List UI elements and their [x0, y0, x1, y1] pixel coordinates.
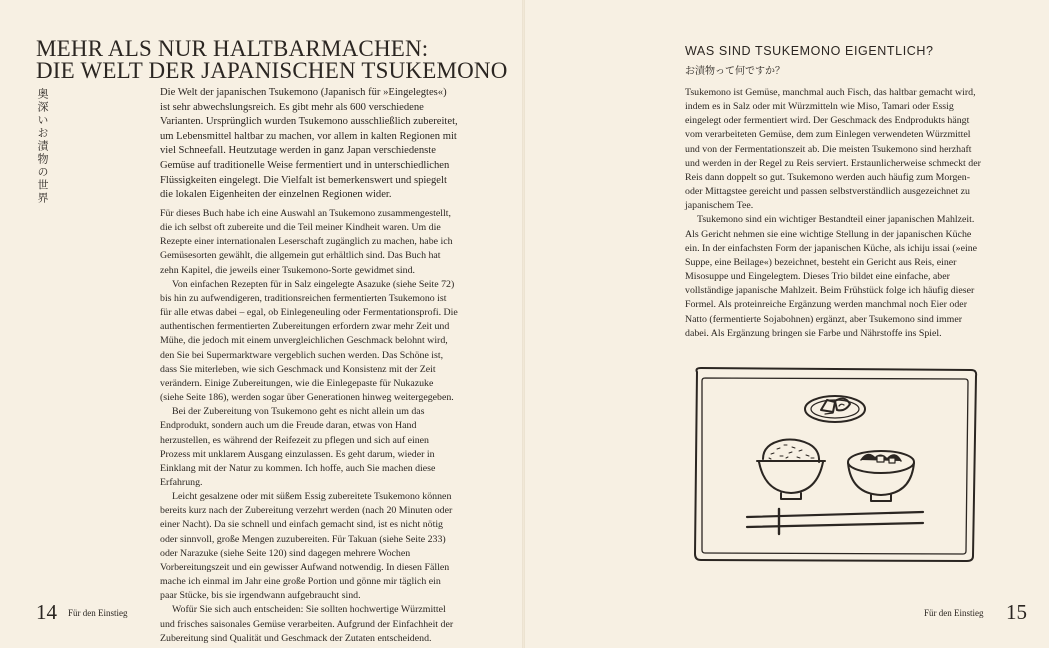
- running-foot-right: Für den Einstieg: [924, 608, 984, 618]
- japanese-vertical-title: 奥深いお漬物の世界: [36, 88, 49, 205]
- running-foot-left: Für den Einstieg: [68, 608, 128, 618]
- body-paragraph: Für dieses Buch habe ich eine Auswahl an Tsukemono zusammengestellt, die ich selbst oft zubereite und die Teil meiner Kindheit waren. Um die Rezepte einer internationalen Leserschaft zugänglich zu machen, habe ich Gemüsesorten gewählt, die allgemein gut erhältlich sind. Das Buch hat zehn Kapitel, die jeweils einer Tsukemono-Sorte gewidmet sind.: [160, 208, 453, 276]
- body-paragraph: Leicht gesalzene oder mit süßem Essig zubereitete Tsukemono können bereits kurz nach der Zubereitung verzehrt werden (nach 20 Minuten oder einer Nacht). Da sie schnell und einfach gemacht sind, ist es nicht nötig oder sinnvoll, große Mengen zuzubereiten. Für Takuan (siehe Seite 233) oder Narazuke (siehe Seite 120) sind dagegen mehrere Wochen Vorbereitungszeit und ein gewisser Aufwand notwendig. In diesen Fällen mache ich einmal im Jahr eine große Portion und gönne mir täglich ein paar Stücke, bis sie irgendwann aufgebraucht sind.: [160, 491, 453, 602]
- body-paragraph: Bei der Zubereitung von Tsukemono geht es nicht allein um das Endprodukt, sondern auch um die Freude daran, etwas von Hand herzustellen, es während der Reifezeit zu pflegen und sich auf einen Prozess mit unklarem Ausgang einzulassen. Es geht darum, wieder in Einklang mit der Natur zu kommen. Ich hoffe, auch Sie machen diese Erfahrung.: [160, 406, 436, 488]
- section-body: [685, 86, 983, 341]
- miso-soup-bowl-icon: [848, 451, 914, 501]
- page-title-line-2: DIE WELT DER JAPANISCHEN TSUKEMONO: [36, 58, 508, 83]
- intro-paragraph: [160, 86, 458, 203]
- body-paragraph: Tsukemono sind ein wichtiger Bestandteil einer japanischen Mahlzeit. Als Gericht nehmen sie eine wichtige Stellung in der japanischen Küche ein. In der einfachsten Form der japanischen Küche, als ichiju issai (»eine Suppe, eine Beilage«) bezeichnet, besteht ein Gericht aus Reis, einer Misosuppe und Eingelegtem. Dieses Trio bildet eine einfache, aber vollständige japanische Mahlzeit. Beim Frühstück folge ich häufig dieser Formel. Als proteinreiche Ergänzung werden manchmal noch Eier oder Natto (fermentierte Sojabohnen) ergänzt, aber Tsukemono sind immer dabei. Als Ergänzung bringen sie Farbe und Nährstoffe ins Spiel.: [685, 214, 978, 339]
- section-title-japanese: お漬物って何ですか？: [685, 66, 785, 77]
- rice-bowl-icon: [757, 440, 825, 500]
- chopsticks-icon: [747, 509, 923, 534]
- body-text: [160, 207, 458, 646]
- section-title: WAS SIND TSUKEMONO EIGENTLICH?: [685, 44, 934, 58]
- right-page: [525, 0, 1049, 648]
- body-paragraph: Wofür Sie sich auch entscheiden: Sie sollten hochwertige Würzmittel und frisches saisonales Gemüse verarbeiten. Aufgrund der Einfachheit der Zubereitung sind Qualität und Geschmack der Zutaten entscheidend.: [160, 604, 454, 644]
- body-paragraph: Von einfachen Rezepten für in Salz eingelegte Asazuke (siehe Seite 72) bis hin zu aufwendigeren, traditionsreichen fermentierten Tsukemono ist für alle etwas dabei – egal, ob Einlegeneuling oder Fermentationsprofi. Die authentischen fermentierten Zubereitungen erfordern zwar mehr Zeit und Mühe, die jedoch mit einem unvergleichlichen Geschmack belohnt wird, den Sie bei Supermarktware vergeblich suchen werden. Das Schöne ist, dass Sie miterleben, wie sich Geschmack und Konsistenz mit der Zeit verändern. Einige Zubereitungen, wie die Einlegepaste für Nukazuke (siehe Seite 186), werden sogar über Generationen hinweg weitergegeben.: [160, 278, 458, 404]
- page-number-right: 15: [1006, 600, 1027, 624]
- pickle-plate-icon: [805, 396, 865, 422]
- rice-grains: [769, 445, 814, 459]
- body-paragraph: Tsukemono ist Gemüse, manchmal auch Fisch, das haltbar gemacht wird, indem es in Salz oder mit Würzmitteln wie Miso, Tamari oder Essig eingelegt oder fermentiert wird. Der Geschmack des Endprodukts hängt vom verarbeiteten Gemüse, dem zum Einlegen verwendeten Würzmittel und von der Fermentationszeit ab. Die meisten Tsukemono sind herzhaft und werden in der Regel zu Reis serviert. Erstaunlicherweise schmeckt der Reis dann doppelt so gut. Tsukemono werden auch häufig zum Morgen- oder Mittagstee gereicht und passen selbstverständlich ausgezeichnet zu japanischem Tee.: [685, 87, 981, 212]
- left-page: [0, 0, 524, 648]
- page-number-left: 14: [36, 600, 57, 624]
- intro-text: Die Welt der japanischen Tsukemono (Japanisch für »Eingelegtes«) ist sehr abwechslungsreich. Es gibt mehr als 600 verschiedene Varianten. Ursprünglich wurden Tsukemono ausschließlich zubereitet, um Lebensmittel haltbar zu machen, vor allem in kalten Regionen mit viel Schneefall. Heutzutage werden in ganz Japan verschiedenste Gemüse auf traditionelle Weise fermentiert und in unterschiedlichen Flüssigkeiten eingelegt. Die Vielfalt ist bemerkenswert und spiegelt die lokalen Eigenheiten der einzelnen Regionen wider.: [160, 87, 458, 201]
- japanese-meal-illustration: [685, 362, 985, 567]
- page-title-line-1: MEHR ALS NUR HALTBARMACHEN:: [36, 36, 429, 61]
- page-title: [36, 38, 508, 82]
